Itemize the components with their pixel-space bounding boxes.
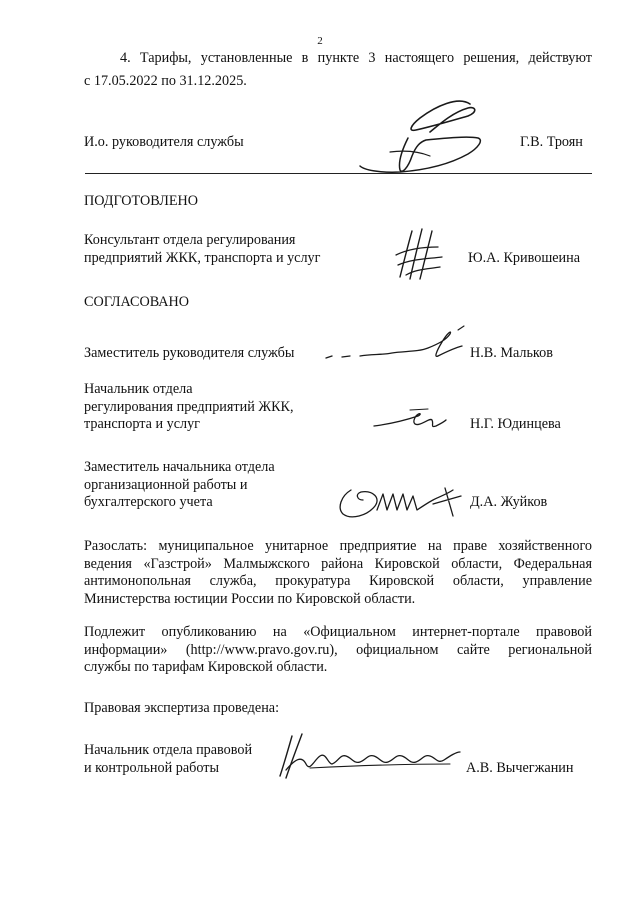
prepared-name: Ю.А. Кривошеина (468, 250, 581, 266)
publication-paragraph (84, 624, 592, 677)
agreed-signer-position: Заместитель руководителя службы (84, 345, 295, 361)
distribution-paragraph (84, 538, 592, 608)
publication-line: службы по тарифам Кировской области. (84, 659, 328, 675)
legal-position (84, 742, 252, 777)
signature-vychegzhanin (270, 730, 465, 780)
agreed-heading: СОГЛАСОВАНО (84, 294, 190, 310)
head-name: Г.В. Троян (520, 134, 583, 150)
agreed-signer-name: Д.А. Жуйков (470, 494, 548, 510)
signature-malkov (322, 322, 472, 366)
position-line: предприятий ЖКК, транспорта и услуг (84, 249, 321, 266)
distribution-line: антимонопольная служба, прокуратура Кировской области, управление (84, 573, 592, 589)
page-number: 2 (317, 35, 323, 47)
prepared-heading: ПОДГОТОВЛЕНО (84, 193, 198, 209)
position-line: Заместитель начальника отдела (84, 459, 275, 475)
legal-name: А.В. Вычегжанин (466, 760, 574, 776)
distribution-line: ведения «Газстрой» Малмыжского района Кировской области, Федеральная (84, 555, 592, 572)
agreed-signer-position (84, 381, 294, 434)
publication-line: Подлежит опубликованию на «Официальном интернет-портале правовой (84, 624, 592, 640)
position-line: транспорта и услуг (84, 416, 200, 432)
agreed-signer-position (84, 459, 275, 512)
signature-krivosheina (392, 225, 452, 285)
position-line: Начальник отдела (84, 381, 193, 397)
item-4-paragraph (84, 50, 592, 68)
position-line: организационной работы и (84, 476, 248, 493)
signature-troyan (350, 92, 500, 182)
distribution-line: Разослать: муниципальное унитарное предприятие на праве хозяйственного (84, 538, 592, 554)
publication-line: информации» (http://www.pravo.gov.ru), официальном сайте региональной (84, 641, 592, 658)
prepared-position (84, 232, 320, 267)
signature-yudintseva (370, 406, 450, 434)
position-line: бухгалтерского учета (84, 494, 213, 510)
position-line: регулирования предприятий ЖКК, (84, 398, 294, 415)
head-position: И.о. руководителя службы (84, 134, 244, 150)
legal-note: Правовая экспертиза проведена: (84, 700, 280, 716)
signature-divider (85, 173, 592, 174)
item-4-line: с 17.05.2022 по 31.12.2025. (84, 73, 247, 89)
position-line: и контрольной работы (84, 759, 219, 776)
agreed-signer-name: Н.В. Мальков (470, 345, 553, 361)
position-line: Начальник отдела правовой (84, 742, 253, 758)
distribution-line: Министерства юстиции России по Кировской области. (84, 590, 416, 607)
position-line: Консультант отдела регулирования (84, 232, 296, 248)
agreed-signer-name: Н.Г. Юдинцева (470, 416, 561, 432)
item-4-line: 4. Тарифы, установленные в пункте 3 настоящего решения, действуют (120, 50, 592, 66)
signature-zhuikov (333, 480, 469, 524)
